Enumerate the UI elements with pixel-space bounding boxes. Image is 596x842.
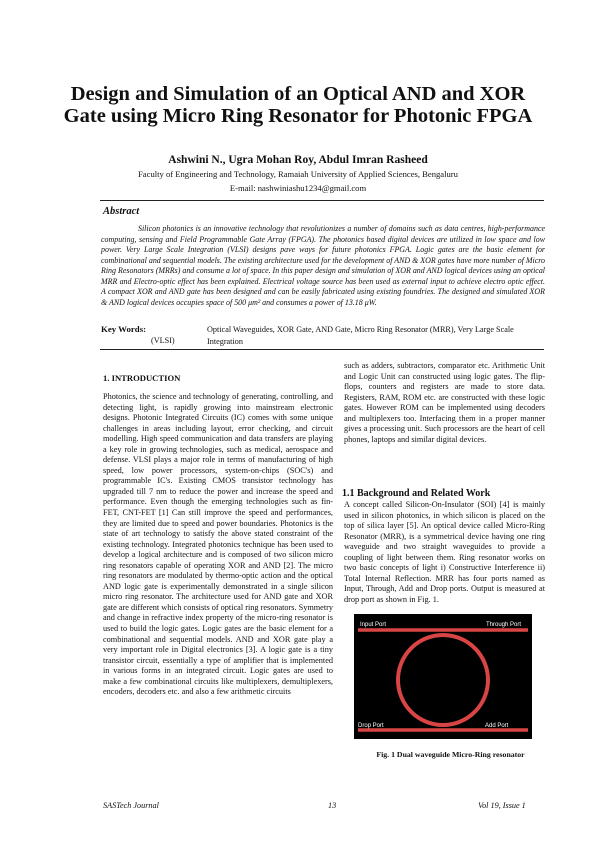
- input-port-label: Input Port: [360, 622, 387, 628]
- introduction-left-column: Photonics, the science and technology of generating, controlling, and detecting light, is rapidly growing into mainstream electronic designs. Photonic Integrated Circuits (IC) comes with some unique challenges in areas including layout, error checking, and circuit modelling. High speed communication and data transfers are playing a key role in growing technologies, such as medical, aerospace and defense. VLSI plays a major role in terms of manufacturing of high speed, low power processors, system-on-chips (SOC's) and programmable IC's. Existing CMOS transistor technology has upgraded till 7 nm to reduce the power and increase the speed and performance. Even though the emerging technologies such as fin-FET, CNT-FET [1] Can still improve the speed and performances, they are limited due to speed and power boundaries. Photonics is the state of art technology to satisfy the above stated constraint of the existing technology. Integrated photonics technique has been used to develop a logical architecture and is composed of two silicon micro ring resonators capable of operating XOR and AND [2]. The micro ring resonators are modulated by thermo-optic action and the optical AND logic gate is experimentally demonstrated in a single silicon micro ring resonator. The architecture used for AND gate and XOR gate are different which consists of optical ring resonators. Symmetry and change in refractive index property of the micro-ring resonator is used to build the logic gates. Logic gates are the basic element for a combinational and sequential models. AND and XOR gate play a very important role in Digital electronics [3]. A logic gate is a tiny transistor circuit, essentially a type of amplifier that is implemented in various forms in an integrated circuit. Logic gates are used to make a few combinational circuits like multiplexers, demultiplexers, encoders, decoders etc. and also a few arithmetic circuits: [103, 392, 333, 697]
- paper-title: Design and Simulation of an Optical AND and XOR Gate using Micro Ring Resonator for Photonic FPGA: [63, 83, 533, 127]
- abstract-text: Silicon photonics is an innovative technology that revolutionizes a number of domains such as data centres, high-performance computing, sensing and Field Programmable Gate Array (FPGA). The photonics based digital devices are utilized in low space and low power. Very Large Scale Integration (VLSI) designs pave ways for future photonics FPGA. Logic gates are the basic element for combinational and sequential models. The existing architecture used for the development of AND & XOR gates have more number of Micro Ring Resonators (MRRs) and consume a lot of space. In this paper design and simulation of XOR and AND logical devices using an optical MRR and Electro-optic effect has been explained. Electrical voltage source has been used as external input to achieve electro optic effect. A compact XOR and AND gate has been designed and can be easily fabricated using existing foundries. The designed and simulated XOR & AND logical devices occupies space of 500 μm² and consumes a power of 13.18 μW.: [101, 224, 545, 307]
- affiliation: Faculty of Engineering and Technology, Ramaiah University of Applied Sciences, Bengaluru: [138, 169, 458, 179]
- section-heading-introduction: 1. INTRODUCTION: [103, 373, 181, 383]
- keywords-bottom-rule: [100, 349, 544, 350]
- footer-page-number: 13: [328, 801, 337, 810]
- footer-journal: SASTech Journal: [103, 801, 159, 810]
- drop-port-label: Drop Port: [358, 723, 384, 729]
- through-port-label: Through Port: [486, 622, 522, 628]
- keywords-line-2: (VLSI): [151, 336, 175, 345]
- introduction-right-column: such as adders, subtractors, comparator etc. Arithmetic Unit and Logic Unit can constructed using logic gates. The flip-flops, counters and registers are made to store data. Registers, RAM, ROM etc. are constructed with these logic gates. However ROM can be implemented using decoders and multiplexers too. Interfacing them in a proper manner gives a processing unit. Such processors are the heart of cell phones, laptops and similar digital devices.: [344, 361, 545, 444]
- add-port-label: Add Port: [485, 723, 509, 729]
- footer-volume: Vol 19, Issue 1: [478, 801, 526, 810]
- authors: Ashwini N., Ugra Mohan Roy, Abdul Imran Rasheed: [168, 154, 428, 166]
- keywords-line-1: Optical Waveguides, XOR Gate, AND Gate, Micro Ring Resonator (MRR), Very Large Scale Integration: [207, 325, 514, 346]
- figure-caption: [0, 750, 596, 759]
- subsection-text: A concept called Silicon-On-Insulator (SOI) [4] is mainly used in silicon photonics, in which silicon is placed on the top of silica layer [5]. An optical device called Micro-Ring Resonator (MRR), is a symmetrical device having one ring waveguide and two straight waveguides to provide a coupling of light between them. Ring resonator works on two basic concepts of light i) Constructive Interference ii) Total Internal Reflection. MRR has four ports named as Input, Through, Add and Drop ports. Output is measured at drop port as shown in Fig. 1.: [344, 500, 545, 604]
- email[interactable]: E-mail: nashwiniashu1234@gmail.com: [229, 183, 367, 193]
- subsection-heading: 1.1 Background and Related Work: [342, 488, 491, 499]
- abstract-heading: Abstract: [103, 206, 140, 217]
- keywords-label: Key Words:: [101, 324, 147, 334]
- abstract-top-rule: [100, 200, 544, 201]
- ring-resonator-diagram: [354, 614, 532, 739]
- figure-micro-ring-resonator: [354, 614, 532, 739]
- figure-background: [354, 614, 532, 739]
- figure-caption-text: Fig. 1 Dual waveguide Micro-Ring resonator: [376, 750, 525, 759]
